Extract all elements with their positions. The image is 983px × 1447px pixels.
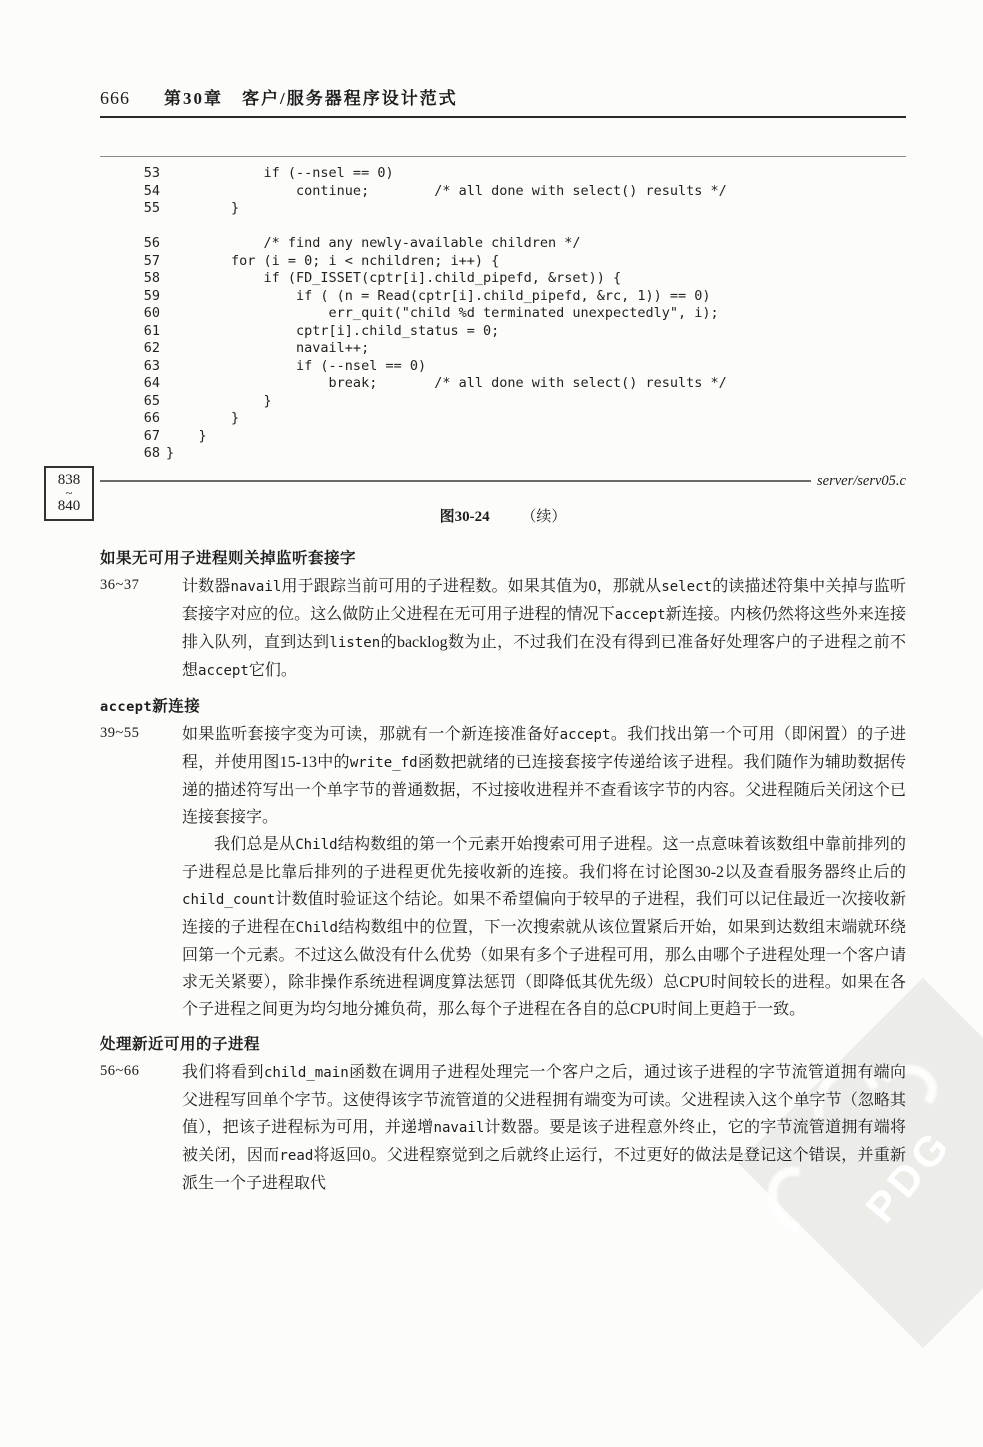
code-text: } [166,445,175,461]
text-run: 的读描述符集中关掉与监听套接字对应的位。这么做防止父进程在无可用子进程的情况下 [182,577,906,623]
code-term: accept [614,606,666,623]
figure-caption [100,505,906,526]
line-number: 68 [143,445,160,461]
code-text: break; /* all done with select() results */ [166,375,727,391]
line-number: 64 [143,375,160,391]
line-number: 57 [143,252,160,269]
code-term: child_count [182,891,276,908]
code-term: Child [295,919,338,936]
line-number: 61 [143,322,160,339]
paragraph-body [182,573,906,685]
code-line [100,323,906,341]
line-number: 65 [143,392,160,409]
code-line [100,375,906,393]
source-file-label: server/serv05.c [817,472,906,489]
paragraph [100,1059,906,1197]
code-term: navail [230,578,282,595]
code-term: Child [295,836,338,853]
line-number: 55 [143,200,160,216]
page-number: 666 [100,88,130,108]
code-line [100,358,906,376]
text-run: 如果监听套接字变为可读，那就有一个新连接准备好 [182,725,560,743]
text-run: 结构数组中的位置，下一次搜索就从该位置紧后开始，如果到达数组末端就环绕回第一个元素。不过这么做没有什么优势（如果有多个子进程可用，那么由哪个子进程处理一个客户请求无关紧要），除非操作系统进程调度算法惩罚（即降低其优先级）总CPU时间较长的进程。如果在各个子进程之间更为均匀地分摊负荷，那么每个子进程在各自的总CPU时间上更趋于一致。 [182,918,906,1018]
code-term: select [661,578,713,595]
scan-watermark-pdg-label: PDG [856,1119,961,1232]
section-heading [100,546,906,568]
line-number: 53 [143,165,160,181]
line-number: 67 [143,427,160,444]
section-paragraphs [100,1059,906,1197]
text-run: 函数把就绪的已连接套接字传递给该子进程。我们随作为辅助数据传递的描述符写出一个单字节的普通数据，不过接收进程并不查看该字节的内容。父进程随后关闭这个已连接套接字。 [182,753,906,826]
section [100,1032,906,1197]
section-paragraphs [100,573,906,685]
line-range-label: 36~37 [100,576,140,593]
code-term: accept [198,662,249,679]
code-term: read [279,1147,314,1164]
text-run: 计数器 [182,577,231,595]
margin-range-bottom: 840 [57,498,81,514]
code-text: err_quit("child %d terminated unexpectedly", i); [166,305,719,321]
code-line [100,410,906,428]
code-text: } [166,200,240,216]
code-line [100,428,906,446]
code-term: listen [329,634,381,651]
code-text: } [166,410,240,426]
text-run: 我们将看到 [182,1063,264,1081]
code-text: continue; /* all done with select() results */ [166,182,727,199]
text-run: 的backlog数为止，不过我们在没有得到已准备好处理客户的子进程之前不想 [182,633,906,679]
code-term: accept [559,726,611,743]
text-run: 处理新近可用的子进程 [100,1035,261,1053]
line-number [100,218,160,236]
figure-number: 图30-24 [439,508,490,525]
code-line [100,253,906,271]
code-term: write_fd [349,754,418,771]
line-number: 54 [143,182,160,199]
code-line [100,183,906,201]
code-text: for (i = 0; i < nchildren; i++) { [166,252,500,269]
paragraph-body [182,831,906,1023]
text-run: 我们总是从 [214,835,296,853]
section-heading [100,1032,906,1054]
code-line [100,218,906,236]
code-text: if (--nsel == 0) [166,165,394,181]
paragraph-body [182,1059,906,1197]
code-text: /* find any newly-available children */ [166,235,581,251]
code-line [100,393,906,411]
code-line [100,270,906,288]
paragraph-body [182,721,906,831]
line-range-label [100,831,182,1023]
sections [100,546,906,1197]
paragraph [100,573,906,685]
code-text: cptr[i].child_status = 0; [166,322,500,339]
margin-range-tilde: ~ [65,486,73,500]
text-run: 计数值时验证这个结论。如果不希望偏向于较早的子进程，我们可以记住最近一次接收新连接的子进程在 [182,890,906,936]
code-text: if (--nsel == 0) [166,357,427,374]
line-range-label: 56~66 [100,1062,140,1079]
section [100,546,906,685]
code-line [100,235,906,253]
code-line [100,288,906,306]
line-range-label: 39~55 [100,724,140,741]
code-line [100,340,906,358]
code-lines [100,165,906,463]
paragraph [100,721,906,831]
section [100,694,906,1023]
text-run: 计数器。要是该子进程意外终止，它的字节流管道拥有端将被关闭，因而 [182,1118,906,1164]
text-run: 如果无可用子进程则关掉监听套接字 [100,549,357,567]
code-text: if ( (n = Read(cptr[i].child_pipefd, &rc, 1)) == 0) [166,287,711,304]
code-line [100,200,906,218]
text-run: 函数在调用子进程处理完一个客户之后，通过该子进程的字节流管道拥有端向父进程写回单个字节。这使得该字节流管道的父进程拥有端变为可读。父进程读入这个单字节（忽略其值），把该子进程标为可用，并递增 [182,1063,906,1136]
text-run: 它们。 [248,661,297,679]
text-run: 结构数组的第一个元素开始搜索可用子进程。这一点意味着该数组中靠前排列的子进程总是比靠后排列的子进程更优先接收新的连接。我们将在讨论图30-2以及查看服务器终止后的 [182,835,906,881]
margin-range-top: 838 [57,472,81,488]
code-line [100,305,906,323]
line-number: 66 [143,410,160,426]
code-line [100,165,906,183]
text-run: 用于跟踪当前可用的子进程数。如果其值为0，那就从 [281,577,662,595]
code-text: } [166,427,207,444]
code-listing-footer [100,473,906,490]
figure-caption-suffix: （续） [521,508,567,525]
text-run: 。我们找出第一个可用（即闲置）的子进程，并使用图15-13中的 [182,725,906,771]
text-run: 将返回0。父进程察觉到之后就终止运行，不过更好的做法是登记这个错误，并重新派生一个子进程取代 [182,1146,906,1192]
text-run: 新连接。内核仍然将这些外来连接排入队列，直到达到 [182,605,906,651]
code-text: if (FD_ISSET(cptr[i].child_pipefd, &rset)) { [166,270,622,286]
code-line [100,445,906,463]
chapter-title: 第30章 客户/服务器程序设计范式 [164,89,458,108]
paragraph [100,831,906,1023]
running-head [100,84,906,118]
code-listing [100,156,906,526]
line-number: 62 [143,340,160,356]
code-term: accept [100,698,153,715]
section-heading [100,694,906,716]
code-term: child_main [263,1064,349,1081]
line-number: 59 [143,287,160,304]
page-content [100,84,906,1197]
listing-bottom-rule [100,480,811,482]
line-number: 60 [143,305,160,321]
code-term: navail [433,1119,485,1136]
line-number: 56 [143,235,160,251]
code-text: } [166,392,272,409]
margin-page-range [44,466,94,521]
line-number: 63 [143,357,160,374]
text-run: 新连接 [152,697,201,715]
section-paragraphs [100,721,906,1023]
code-text: navail++; [166,340,370,356]
line-number: 58 [143,270,160,286]
